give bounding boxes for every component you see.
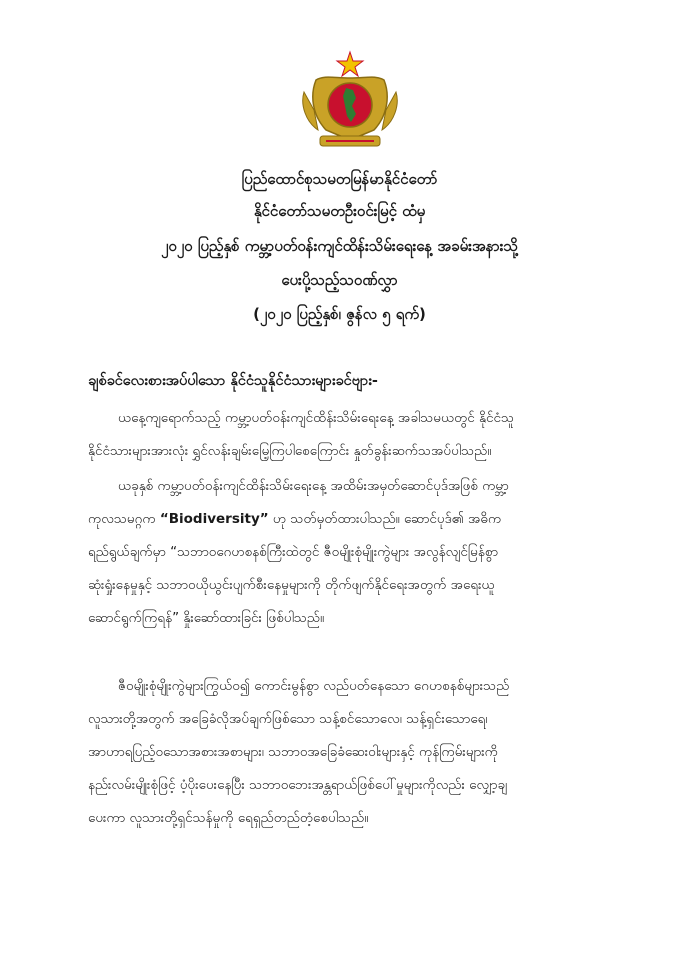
state-seal-icon: [296, 50, 404, 150]
header-line-message: ပေးပို့သည့်သဝဏ်လွှာ: [281, 271, 398, 289]
paragraph-2: [88, 470, 648, 635]
paragraph-3-line: နည်းလမ်းမျိုးစုံဖြင့် ပံ့ပိုးပေးနေပြီး သဘာဝဘေးအန္တရာယ်ဖြစ်ပေါ်မှုများကိုလည်း လျှော့ချ: [88, 777, 508, 793]
salutation: ချစ်ခင်လေးစားအပ်ပါသော နိုင်ငံသူနိုင်ငံသားများခင်ဗျား-: [88, 373, 378, 389]
paragraph-3-line: ပေးကာ လူသားတို့ရှင်သန်မှုကို ရေရှည်တည်တံ့စေပါသည်။: [88, 810, 369, 826]
paragraph-2-line: ဆုံးရှုံးနေမှုနှင့် သဘာဝယိုယွင်းပျက်စီးနေမှုများကို တိုက်ဖျက်နိုင်ရေးအတွက် အရေးယူ: [88, 577, 495, 593]
paragraph-2-line: ရည်ရွယ်ချက်မှာ “သဘာဝဂေဟစနစ်ကြီးထဲတွင် ဇီဝမျိုးစုံမျိုးကွဲများ အလွန်လျင်မြန်စွာ: [88, 544, 499, 560]
paragraph-1: [88, 402, 648, 468]
paragraph-3-line: ဇီဝမျိုးစုံမျိုးကွဲများကြွယ်ဝ၍ ကောင်းမွန်စွာ လည်ပတ်နေသော ဂေဟစနစ်များသည်: [118, 678, 510, 694]
paragraph-3: [88, 670, 648, 835]
paragraph-2-line: ယခုနှစ် ကမ္ဘာ့ပတ်ဝန်းကျင်ထိန်းသိမ်းရေးနေ့ အထိမ်းအမှတ်ဆောင်ပုဒ်အဖြစ် ကမ္ဘာ့: [118, 478, 509, 494]
header-line-president: နိုင်ငံတော်သမတဦးဝင်းမြင့် ထံမှ: [253, 202, 426, 220]
header-line-country: ပြည်ထောင်စုသမတမြန်မာနိုင်ငံတော်: [241, 170, 438, 188]
biodiversity-term: “Biodiversity”: [159, 511, 269, 527]
paragraph-2-line-part: ဟု သတ်မှတ်ထားပါသည်။ ဆောင်ပုဒ်၏ အဓိက: [268, 511, 502, 527]
paragraph-2-line: ဆောင်ရွက်ကြရန်” နှိုးဆော်ထားခြင်း ဖြစ်ပါသည်။: [88, 610, 325, 626]
paragraph-1-line: ယနေ့ကျရောက်သည့် ကမ္ဘာ့ပတ်ဝန်းကျင်ထိန်းသိမ်းရေးနေ့ အခါသမယတွင် နိုင်ငံသူ: [118, 410, 515, 426]
header-line-date: (၂၀၂၀ ပြည့်နှစ်၊ ဇွန်လ ၅ ရက်): [253, 305, 426, 323]
paragraph-3-line: အာဟာရပြည့်ဝသောအစားအစာများ၊ သဘာဝအခြေခံဆေးဝါးများနှင့် ကုန်ကြမ်းများကို: [88, 744, 498, 760]
paragraph-1-line: နိုင်ငံသားများအားလုံး ရွှင်လန်းချမ်းမြေ့ကြပါစေကြောင်း နှုတ်ခွန်းဆက်သအပ်ပါသည်။: [88, 443, 492, 459]
header-line-occasion: ၂၀၂၀ ပြည့်နှစ် ကမ္ဘာ့ပတ်ဝန်းကျင်ထိန်းသိမ်းရေးနေ့ အခမ်းအနားသို့: [160, 237, 518, 255]
paragraph-2-line-part: ကုလသမဂ္ဂက: [88, 511, 160, 527]
paragraph-3-line: လူသားတို့အတွက် အခြေခံလိုအပ်ချက်ဖြစ်သော သန့်စင်သောလေ၊ သန့်ရှင်းသောရေ၊: [88, 711, 488, 727]
